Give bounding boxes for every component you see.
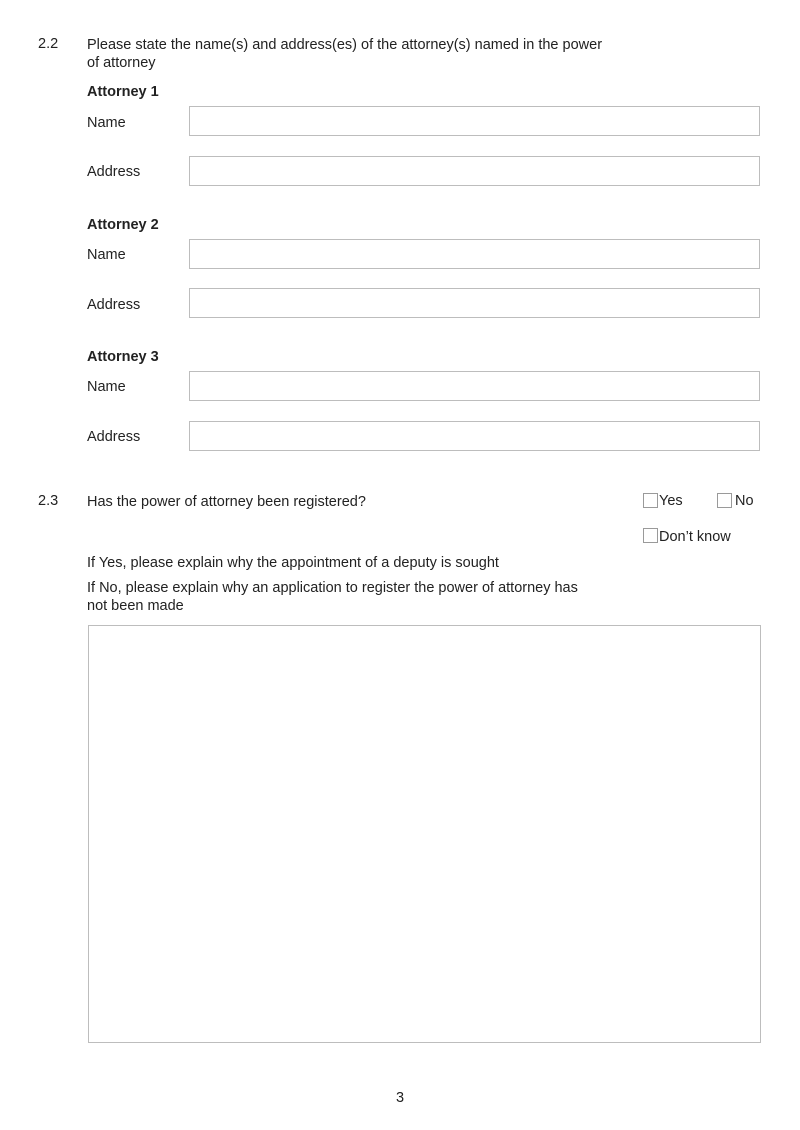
no-label: No	[735, 493, 754, 509]
attorney-1-heading: Attorney 1	[87, 84, 159, 100]
attorney-3-heading: Attorney 3	[87, 349, 159, 365]
attorney-2-address-field[interactable]	[189, 288, 760, 318]
explain-no-instruction: If No, please explain why an application to register the power of attorney has not been made	[87, 580, 578, 614]
attorney-2-address-label: Address	[87, 297, 141, 313]
attorney-2-heading: Attorney 2	[87, 217, 159, 233]
attorney-1-address-field[interactable]	[189, 156, 760, 186]
explain-yes-instruction: If Yes, please explain why the appointment of a deputy is sought	[87, 555, 499, 571]
attorney-3-name-field[interactable]	[189, 371, 760, 401]
question-2-2: Please state the name(s) and address(es) of the attorney(s) named in the power of attorney	[87, 37, 603, 71]
question-2-3: Has the power of attorney been registered?	[87, 494, 366, 510]
section-number-2-2: 2.2	[38, 36, 59, 52]
attorney-1-address-label: Address	[87, 164, 141, 180]
attorney-2-name-field[interactable]	[189, 239, 760, 269]
attorney-1-name-field[interactable]	[189, 106, 760, 136]
yes-checkbox[interactable]	[643, 493, 658, 508]
section-number-2-3: 2.3	[38, 493, 59, 509]
attorney-1-name-label: Name	[87, 115, 126, 131]
page-number: 3	[395, 1090, 405, 1106]
attorney-2-name-label: Name	[87, 247, 126, 263]
yes-label: Yes	[659, 493, 683, 509]
no-checkbox[interactable]	[717, 493, 732, 508]
attorney-3-address-label: Address	[87, 429, 141, 445]
dont-know-checkbox[interactable]	[643, 528, 658, 543]
attorney-3-address-field[interactable]	[189, 421, 760, 451]
explanation-textarea[interactable]	[88, 625, 761, 1043]
dont-know-label: Don’t know	[659, 529, 731, 545]
attorney-3-name-label: Name	[87, 379, 126, 395]
